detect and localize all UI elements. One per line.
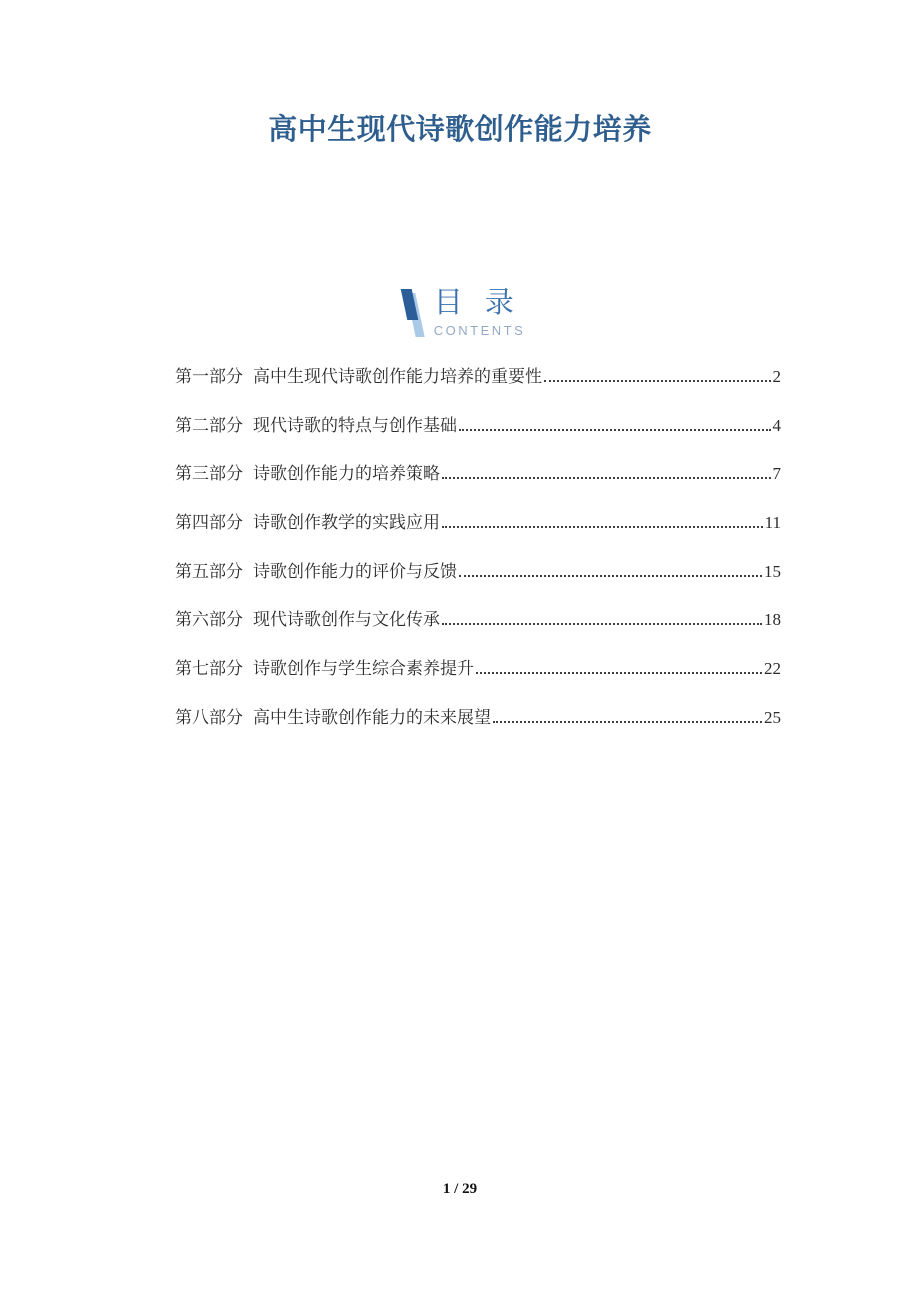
- toc-leader-dots: [442, 609, 762, 625]
- toc-list: [175, 366, 781, 756]
- toc-leader-dots: [493, 707, 762, 723]
- toc-entry[interactable]: [175, 366, 781, 415]
- toc-entry-label: 第二部分: [175, 415, 243, 435]
- toc-entry[interactable]: [175, 609, 781, 658]
- toc-entry-label: 第七部分: [175, 659, 243, 679]
- toc-entry-page: 25: [764, 707, 781, 727]
- toc-entry[interactable]: [175, 463, 781, 512]
- toc-entry-title: 诗歌创作与学生综合素养提升: [253, 659, 474, 679]
- toc-leader-dots: [544, 366, 771, 382]
- toc-leader-dots: [476, 658, 762, 674]
- toc-entry-page: 2: [772, 367, 781, 386]
- toc-entry-label: 第六部分: [175, 610, 243, 630]
- toc-entry-label: 第四部分: [175, 513, 243, 533]
- toc-leader-dots: [459, 561, 762, 577]
- toc-entry-page: 22: [764, 659, 781, 679]
- toc-entry-title: 现代诗歌创作与文化传承: [253, 610, 440, 630]
- document-title: 高中生现代诗歌创作能力培养: [268, 114, 652, 146]
- toc-entry[interactable]: [175, 415, 781, 464]
- toc-entry-title: 诗歌创作能力的培养策略: [253, 464, 440, 484]
- toc-entry-page: 4: [772, 415, 781, 435]
- toc-entry-page: 7: [772, 464, 781, 484]
- toc-heading: 目 录: [433, 287, 515, 319]
- toc-subheading: CONTENTS: [433, 323, 526, 338]
- toc-entry-page: 15: [764, 561, 781, 581]
- toc-entry-title: 诗歌创作教学的实践应用: [253, 513, 440, 533]
- toc-entry-label: 第八部分: [175, 707, 243, 727]
- toc-entry-label: 第三部分: [175, 464, 243, 484]
- toc-header: [0, 287, 920, 343]
- toc-entry-title: 现代诗歌的特点与创作基础: [253, 415, 457, 435]
- page-number-indicator: 1 / 29: [442, 1181, 478, 1197]
- toc-entry-label: 第一部分: [175, 367, 243, 386]
- toc-entry-page: 11: [764, 513, 781, 533]
- toc-entry-page: 18: [764, 610, 781, 630]
- toc-entry-title: 高中生现代诗歌创作能力培养的重要性: [253, 367, 542, 386]
- toc-header-text: [434, 287, 526, 338]
- toc-entry[interactable]: [175, 561, 781, 610]
- toc-leader-dots: [459, 415, 771, 431]
- toc-entry[interactable]: [175, 658, 781, 707]
- toc-entry-title: 诗歌创作能力的评价与反馈: [253, 561, 457, 581]
- toc-entry-label: 第五部分: [175, 561, 243, 581]
- toc-entry[interactable]: [175, 707, 781, 756]
- toc-entry-title: 高中生诗歌创作能力的未来展望: [253, 707, 491, 727]
- toc-entry[interactable]: [175, 512, 781, 561]
- toc-leader-dots: [442, 463, 771, 479]
- toc-logo-icon: [395, 287, 429, 343]
- toc-leader-dots: [442, 512, 763, 528]
